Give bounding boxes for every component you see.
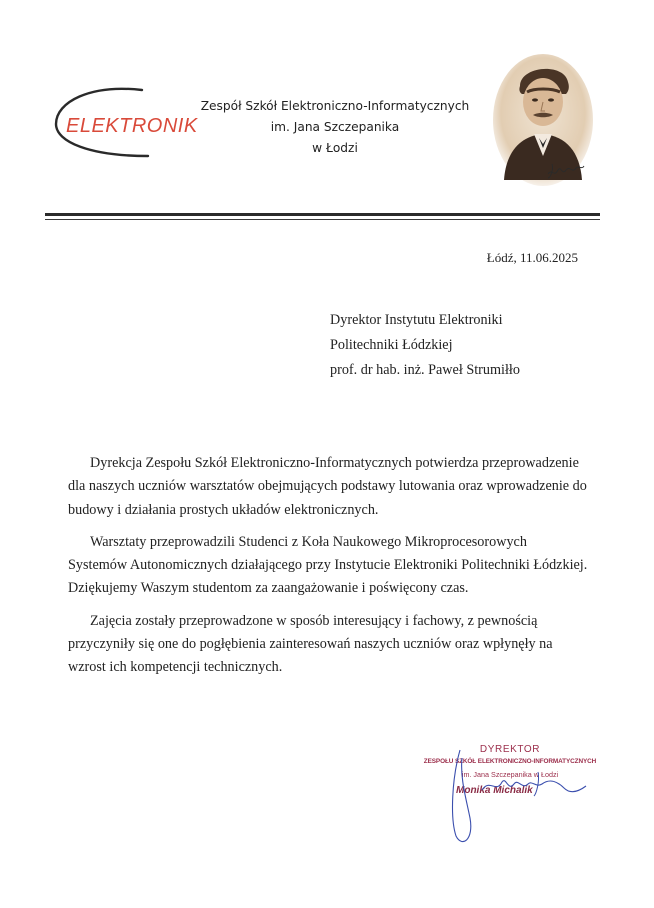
stamp-title: DYREKTOR xyxy=(479,744,541,755)
body-paragraph-3: Zajęcia zostały przeprowadzone w sposób interesujący i fachowy, z pewnością przyczyniły się one do pogłębienia zainteresowań naszych uczniów oraz wpłynęły na wzrost ich kompetencji technicznych. xyxy=(68,612,553,676)
stamp-person: Monika Michalik xyxy=(456,785,533,796)
director-stamp xyxy=(420,744,600,854)
stamp-school: ZESPOŁU SZKÓŁ ELEKTRONICZNO-INFORMATYCZNYCH xyxy=(423,758,597,765)
logo-graphic xyxy=(50,82,200,162)
recipient-block xyxy=(330,308,520,383)
school-name-line-1: Zespół Szkół Elektroniczno-Informatycznych xyxy=(200,99,470,113)
body-paragraph-2: Warsztaty przeprowadzili Studenci z Koła Naukowego Mikroprocesorowych Systemów Autonomicznych działającego przy Instytucie Elektroniki Politechniki Łódzkiej. Dziękujemy Waszym studentom za zaangażowanie i poświęcony czas. xyxy=(68,533,588,597)
school-logo xyxy=(50,82,200,162)
header-rule-thin xyxy=(45,219,600,220)
patron-portrait xyxy=(490,52,596,192)
header-rule-thick xyxy=(45,213,600,216)
logo-text: ELEKTRONIK xyxy=(66,115,198,137)
school-name-line-2: im. Jana Szczepanika xyxy=(270,120,400,134)
recipient-line-3: prof. dr hab. inż. Paweł Strumiłło xyxy=(330,362,520,378)
letter-date: Łódź, 11.06.2025 xyxy=(486,250,578,265)
portrait-image xyxy=(490,52,596,192)
school-name-line-3: w Łodzi xyxy=(312,141,358,155)
recipient-line-1: Dyrektor Instytutu Elektroniki xyxy=(330,312,503,328)
stamp-subtitle: im. Jana Szczepanika w Łodzi xyxy=(461,770,559,779)
school-name xyxy=(190,96,480,159)
body-paragraph-1: Dyrekcja Zespołu Szkół Elektroniczno-Informatycznych potwierdza przeprowadzenie dla naszych uczniów warsztatów obejmujących podstawy lutowania oraz wprowadzenie do budowy i działania prostych układów elektronicznych. xyxy=(68,455,587,518)
letter-body xyxy=(68,452,588,689)
recipient-line-2: Politechniki Łódzkiej xyxy=(330,337,453,353)
